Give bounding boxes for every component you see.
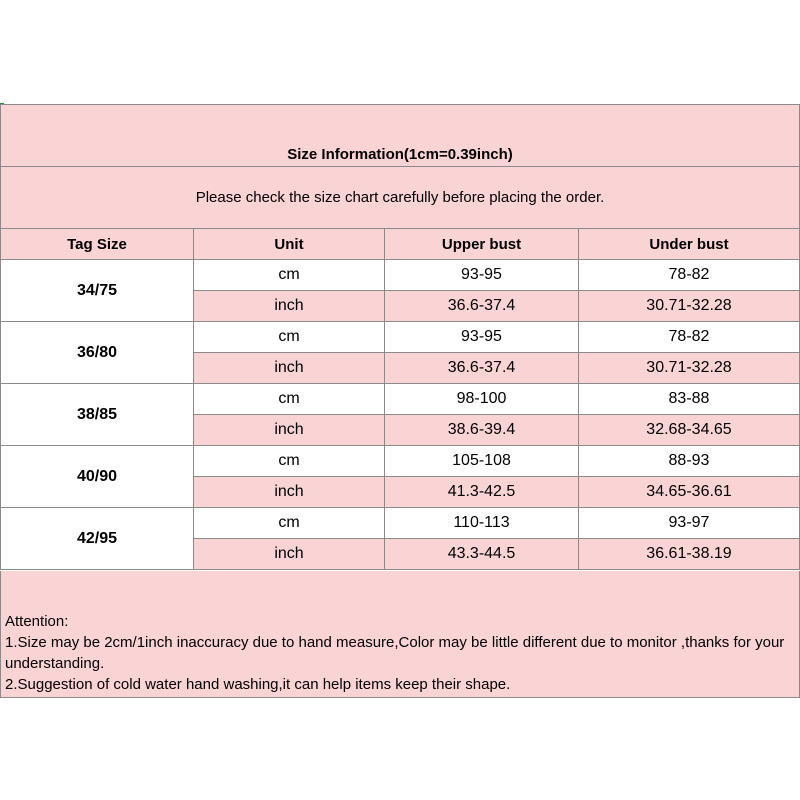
upper-bust-cell: 93-95 <box>385 322 579 353</box>
chart-subtitle: Please check the size chart carefully before placing the order. <box>0 167 800 229</box>
unit-cell: inch <box>194 415 385 446</box>
unit-cell: inch <box>194 539 385 570</box>
upper-bust-cell: 38.6-39.4 <box>385 415 579 446</box>
unit-cell: cm <box>194 260 385 291</box>
upper-bust-cell: 36.6-37.4 <box>385 353 579 384</box>
under-bust-cell: 30.71-32.28 <box>579 291 800 322</box>
notes-line-2: 2.Suggestion of cold water hand washing,it can help items keep their shape. <box>5 676 511 693</box>
attention-notes <box>0 571 800 698</box>
under-bust-cell: 30.71-32.28 <box>579 353 800 384</box>
upper-bust-cell: 110-113 <box>385 508 579 539</box>
upper-bust-cell: 36.6-37.4 <box>385 291 579 322</box>
under-bust-cell: 93-97 <box>579 508 800 539</box>
tag-size-cell: 36/80 <box>0 322 194 384</box>
unit-cell: cm <box>194 508 385 539</box>
under-bust-cell: 34.65-36.61 <box>579 477 800 508</box>
size-chart <box>0 104 800 698</box>
tag-size-cell: 42/95 <box>0 508 194 570</box>
notes-line-1: 1.Size may be 2cm/1inch inaccuracy due to hand measure,Color may be little different due to monitor ,thanks for your understanding. <box>5 634 785 672</box>
unit-cell: cm <box>194 384 385 415</box>
upper-bust-cell: 41.3-42.5 <box>385 477 579 508</box>
tag-size-cell: 40/90 <box>0 446 194 508</box>
upper-bust-cell: 105-108 <box>385 446 579 477</box>
notes-heading: Attention: <box>5 613 69 630</box>
upper-bust-cell: 93-95 <box>385 260 579 291</box>
under-bust-cell: 83-88 <box>579 384 800 415</box>
upper-bust-cell: 98-100 <box>385 384 579 415</box>
under-bust-cell: 78-82 <box>579 322 800 353</box>
header-unit: Unit <box>194 229 385 260</box>
under-bust-cell: 78-82 <box>579 260 800 291</box>
unit-cell: cm <box>194 322 385 353</box>
tag-size-cell: 34/75 <box>0 260 194 322</box>
header-under-bust: Under bust <box>579 229 800 260</box>
unit-cell: inch <box>194 477 385 508</box>
under-bust-cell: 36.61-38.19 <box>579 539 800 570</box>
header-tag-size: Tag Size <box>0 229 194 260</box>
unit-cell: cm <box>194 446 385 477</box>
under-bust-cell: 88-93 <box>579 446 800 477</box>
upper-bust-cell: 43.3-44.5 <box>385 539 579 570</box>
under-bust-cell: 32.68-34.65 <box>579 415 800 446</box>
chart-title: Size Information(1cm=0.39inch) <box>0 104 800 167</box>
header-upper-bust: Upper bust <box>385 229 579 260</box>
tag-size-cell: 38/85 <box>0 384 194 446</box>
unit-cell: inch <box>194 353 385 384</box>
unit-cell: inch <box>194 291 385 322</box>
